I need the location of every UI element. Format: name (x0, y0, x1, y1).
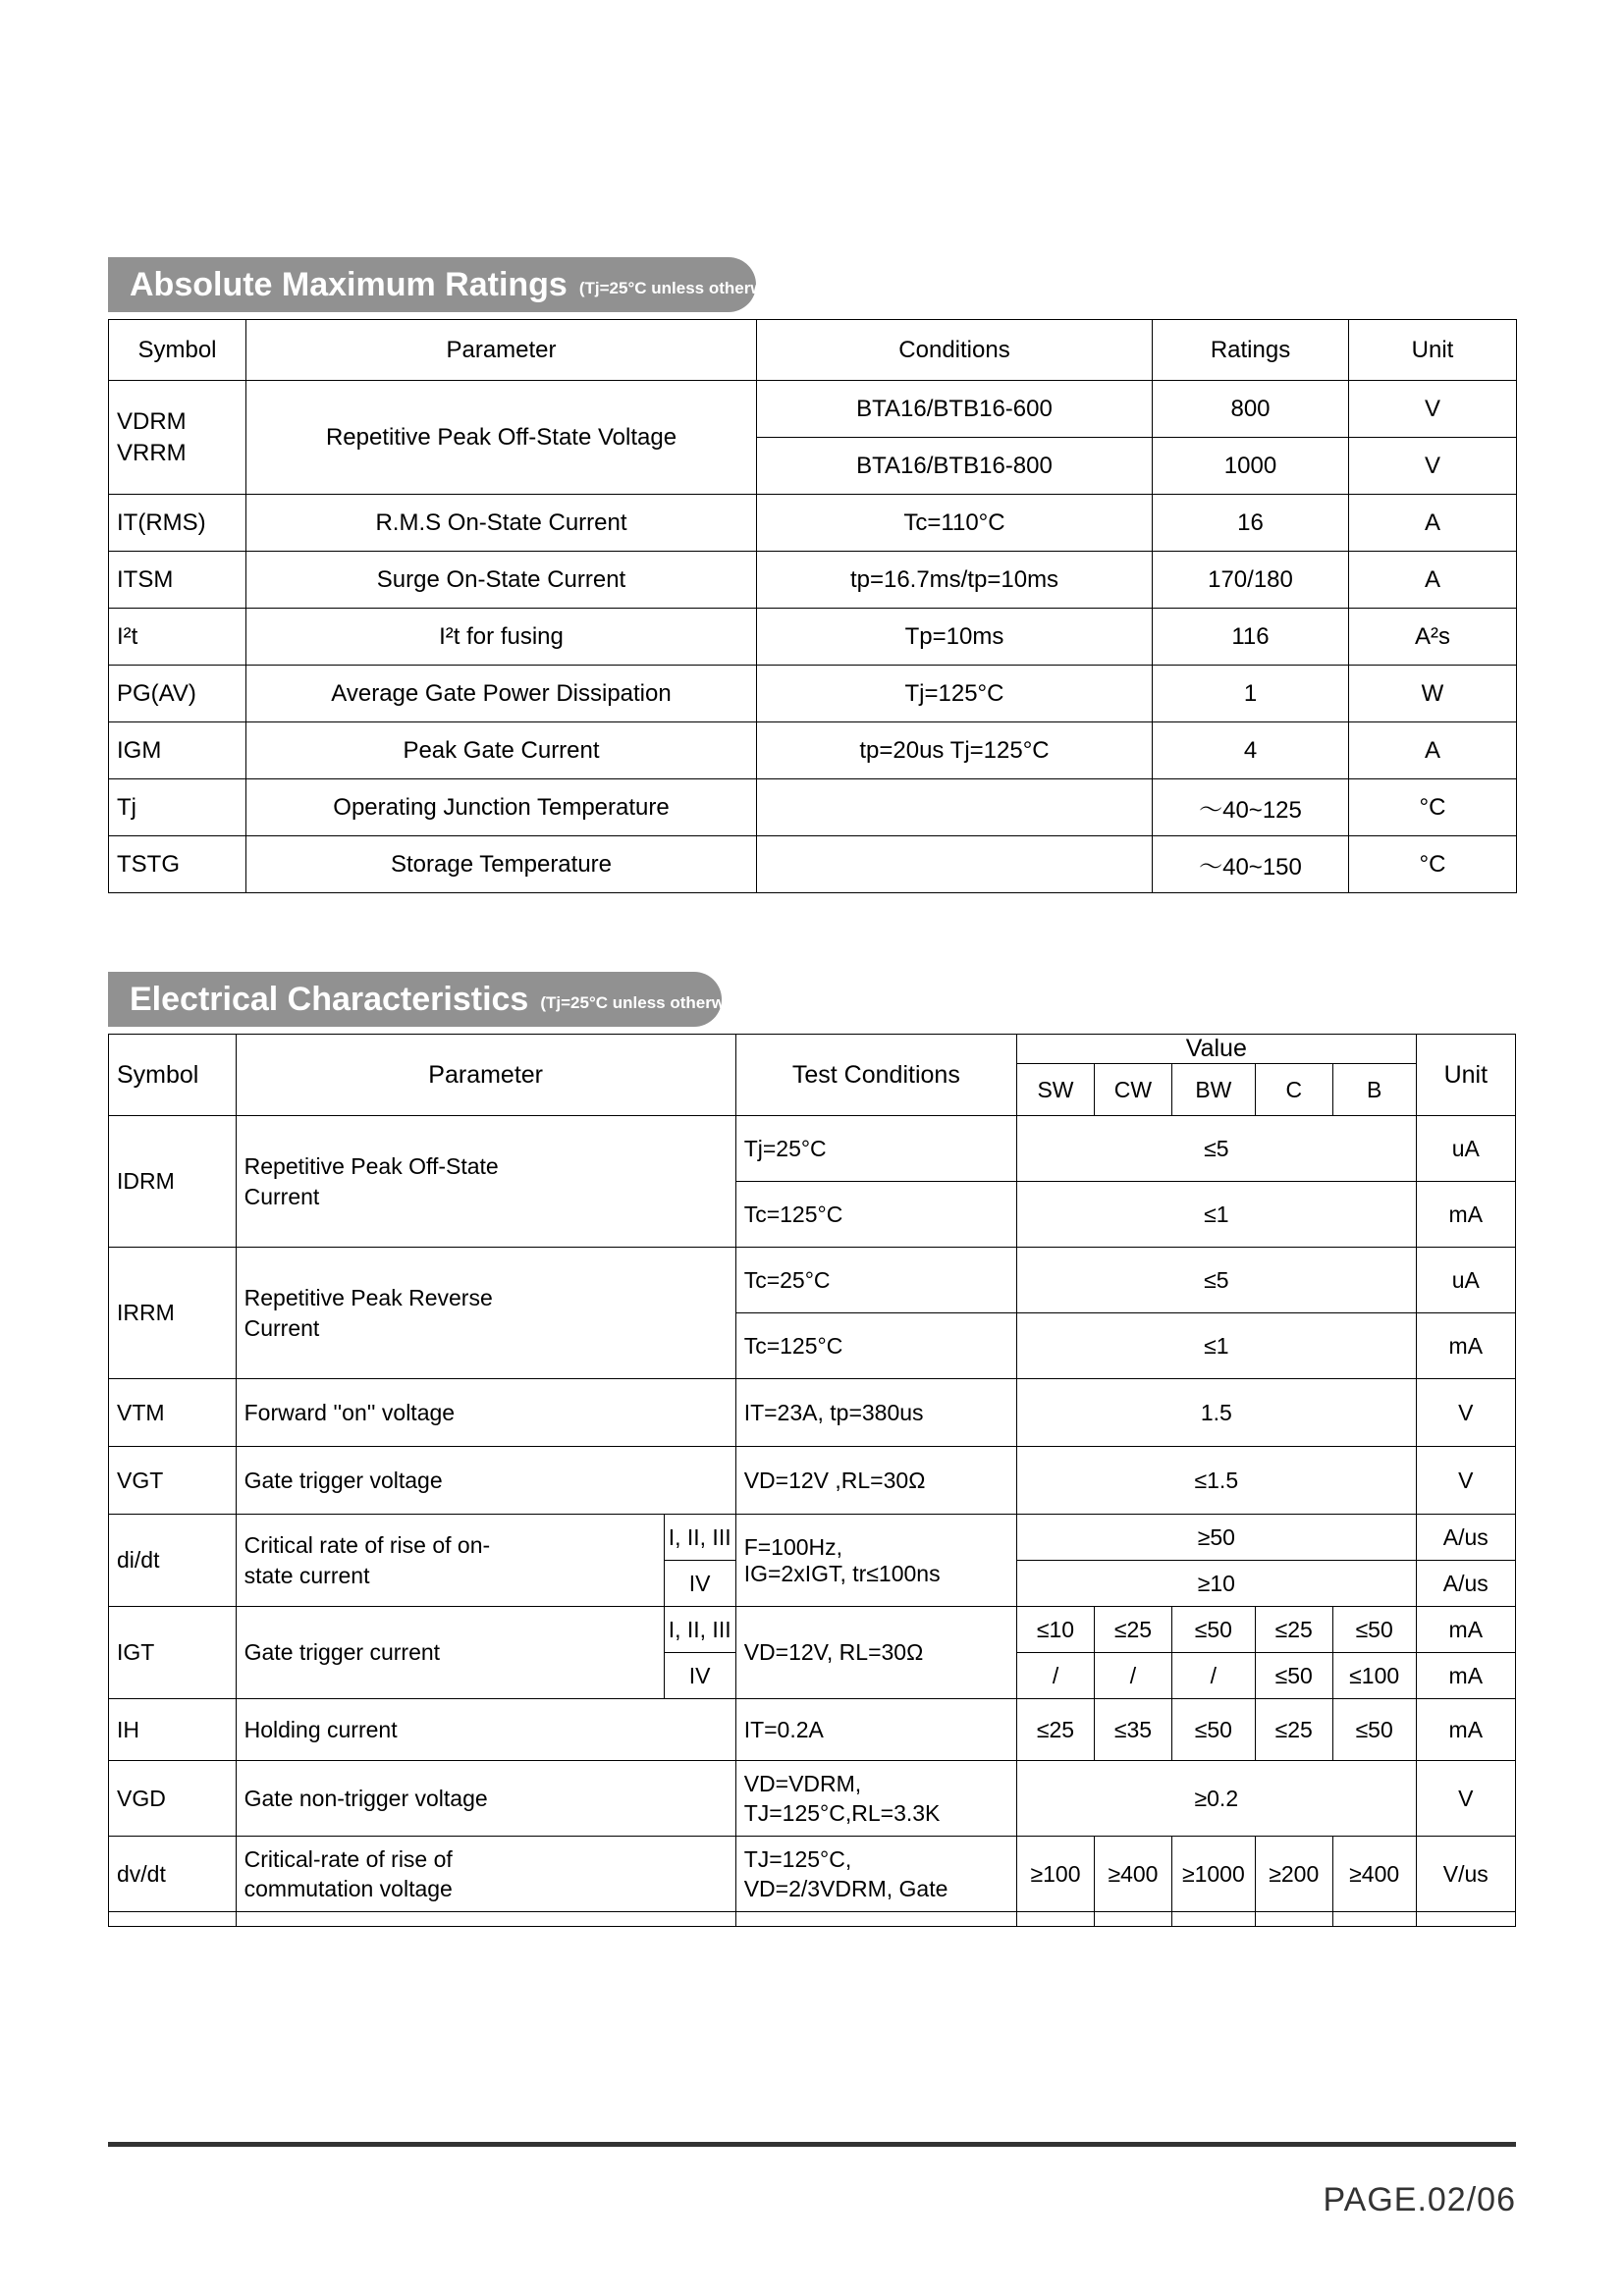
cell-value-span: ≤5 (1017, 1116, 1417, 1182)
cell-unit: A (1349, 495, 1517, 552)
section-subtitle-ratings: (Tj=25°C unless otherwise specifed) (578, 278, 865, 297)
cell-value-span: 1.5 (1017, 1379, 1417, 1447)
cell-value-bw: ≥1000 (1171, 1837, 1255, 1912)
table-row (109, 722, 1517, 779)
cell-conditions: Tj=125°C (757, 666, 1153, 722)
header-ratings: Ratings (1153, 320, 1349, 381)
table-row (109, 836, 1517, 893)
table-row-clipped (109, 1912, 1516, 1927)
cell-test-conditions: Tc=25°C (735, 1248, 1016, 1313)
cell-parameter: Operating Junction Temperature (246, 779, 757, 836)
header-value-c: C (1255, 1064, 1332, 1116)
cell-value-span: ≤1 (1017, 1313, 1417, 1379)
cell-unit: A (1349, 552, 1517, 609)
cell-parameter: Forward ''on'' voltage (236, 1379, 735, 1447)
header-symbol: Symbol (109, 1035, 237, 1116)
section-banner-electrical-characteristics (108, 972, 827, 1027)
cell-parameter (236, 1116, 735, 1248)
cell-conditions: Tp=10ms (757, 609, 1153, 666)
cell-symbol: I²t (109, 609, 246, 666)
cell-unit: mA (1416, 1313, 1515, 1379)
cell-value-cw: ≤35 (1094, 1699, 1171, 1761)
cell-parameter: Gate trigger voltage (236, 1447, 735, 1515)
cell-test-conditions: Tc=125°C (735, 1182, 1016, 1248)
cell-ratings: 1 (1153, 666, 1349, 722)
table-row (109, 381, 1517, 438)
section-title-electrical: Electrical Characteristics (130, 981, 529, 1018)
header-symbol: Symbol (109, 320, 246, 381)
header-value-cw: CW (1094, 1064, 1171, 1116)
cell-symbol: IGT (109, 1607, 237, 1699)
test-conditions-line-1: VD=VDRM, (743, 1770, 862, 1796)
cell-value-span: ≤1 (1017, 1182, 1417, 1248)
cell-value-c: ≤50 (1255, 1653, 1332, 1699)
cell-parameter: Peak Gate Current (246, 722, 757, 779)
parameter-line-2: commutation voltage (244, 1876, 453, 1901)
cell-unit: mA (1416, 1182, 1515, 1248)
cell-ratings: 116 (1153, 609, 1349, 666)
cell-value-span: ≤5 (1017, 1248, 1417, 1313)
header-value-b: B (1332, 1064, 1416, 1116)
cell-symbol: VTM (109, 1379, 237, 1447)
cell-test-conditions (735, 1837, 1016, 1912)
cell-test-conditions: Tc=125°C (735, 1313, 1016, 1379)
symbol-line-1: VDRM (117, 407, 187, 435)
table-row (109, 1379, 1516, 1447)
cell-unit: mA (1416, 1653, 1515, 1699)
cell-unit: A/us (1416, 1561, 1515, 1607)
cell-value-b: ≤100 (1332, 1653, 1416, 1699)
test-conditions-line-2: VD=2/3VDRM, Gate (743, 1876, 948, 1901)
cell-conditions: Tc=110°C (757, 495, 1153, 552)
cell-symbol: IRRM (109, 1248, 237, 1379)
cell-symbol: di/dt (109, 1515, 237, 1607)
header-parameter: Parameter (236, 1035, 735, 1116)
cell-value-span: ≥0.2 (1017, 1761, 1417, 1837)
cell-parameter (236, 1248, 735, 1379)
cell-unit: °C (1349, 779, 1517, 836)
cell-test-conditions (735, 1761, 1016, 1837)
header-value-bw: BW (1171, 1064, 1255, 1116)
cell-value-bw: ≤50 (1171, 1607, 1255, 1653)
cell-value-c: ≥200 (1255, 1837, 1332, 1912)
parameter-line-1: Repetitive Peak Off-State (244, 1153, 499, 1180)
cell-value-bw: / (1171, 1653, 1255, 1699)
table-row (109, 779, 1517, 836)
absolute-maximum-ratings-table (108, 319, 1517, 893)
cell-ratings: 170/180 (1153, 552, 1349, 609)
cell-test-conditions: VD=12V ,RL=30Ω (735, 1447, 1016, 1515)
cell-ratings: 800 (1153, 381, 1349, 438)
cell-unit: uA (1416, 1248, 1515, 1313)
cell-unit: °C (1349, 836, 1517, 893)
cell-conditions: BTA16/BTB16-800 (757, 438, 1153, 495)
cell-value-span: ≤1.5 (1017, 1447, 1417, 1515)
table-row (109, 1607, 1516, 1653)
cell-unit: uA (1416, 1116, 1515, 1182)
table-header-row-top (109, 1035, 1516, 1064)
cell-unit: V (1416, 1379, 1515, 1447)
header-unit: Unit (1416, 1035, 1515, 1116)
cell-symbol: VGD (109, 1761, 237, 1837)
cell-value-cw: ≥400 (1094, 1837, 1171, 1912)
cell-symbol: Tj (109, 779, 246, 836)
header-test-conditions: Test Conditions (735, 1035, 1016, 1116)
table-row (109, 495, 1517, 552)
cell-unit: mA (1416, 1699, 1515, 1761)
cell-symbol: IH (109, 1699, 237, 1761)
cell-parameter (236, 1837, 735, 1912)
cell-ratings: ～40~150 (1153, 836, 1349, 893)
page-number: PAGE.02/06 (1323, 2181, 1516, 2218)
cell-parameter (236, 1515, 664, 1607)
table-row (109, 1248, 1516, 1313)
parameter-line-1: Critical-rate of rise of (244, 1845, 453, 1872)
parameter-line-2: Current (244, 1314, 320, 1341)
table-header-row (109, 320, 1517, 381)
header-parameter: Parameter (246, 320, 757, 381)
test-conditions-line-1: TJ=125°C, (743, 1845, 852, 1872)
test-conditions-line-1: F=100Hz, (743, 1533, 843, 1560)
cell-value-sw: / (1017, 1653, 1095, 1699)
cell-symbol: IGM (109, 722, 246, 779)
cell-test-conditions: Tj=25°C (735, 1116, 1016, 1182)
cell-conditions (757, 836, 1153, 893)
cell-symbol: dv/dt (109, 1837, 237, 1912)
header-value-sw: SW (1017, 1064, 1095, 1116)
table-row (109, 1515, 1516, 1561)
cell-value-cw: ≤25 (1094, 1607, 1171, 1653)
cell-conditions: tp=20us Tj=125°C (757, 722, 1153, 779)
cell-conditions: tp=16.7ms/tp=10ms (757, 552, 1153, 609)
header-conditions: Conditions (757, 320, 1153, 381)
cell-parameter: Surge On-State Current (246, 552, 757, 609)
cell-value-b: ≤50 (1332, 1699, 1416, 1761)
cell-value-b: ≤50 (1332, 1607, 1416, 1653)
cell-unit: mA (1416, 1607, 1515, 1653)
cell-ratings: 16 (1153, 495, 1349, 552)
cell-test-conditions: VD=12V, RL=30Ω (735, 1607, 1016, 1699)
cell-parameter: I²t for fusing (246, 609, 757, 666)
cell-parameter: Gate trigger current (236, 1607, 664, 1699)
symbol-line-2: VRRM (117, 439, 187, 466)
cell-unit: A (1349, 722, 1517, 779)
parameter-line-2: Current (244, 1183, 320, 1209)
cell-symbol (109, 381, 246, 495)
cell-ratings: ～40~125 (1153, 779, 1349, 836)
cell-parameter: Gate non-trigger voltage (236, 1761, 735, 1837)
cell-unit: V (1416, 1761, 1515, 1837)
cell-test-conditions: IT=0.2A (735, 1699, 1016, 1761)
cell-parameter: Storage Temperature (246, 836, 757, 893)
cell-value-sw: ≤25 (1017, 1699, 1095, 1761)
parameter-line-1: Repetitive Peak Reverse (244, 1285, 493, 1311)
cell-value-bw: ≤50 (1171, 1699, 1255, 1761)
cell-conditions: BTA16/BTB16-600 (757, 381, 1153, 438)
table-row (109, 666, 1517, 722)
cell-value-c: ≤25 (1255, 1607, 1332, 1653)
cell-unit: V (1349, 438, 1517, 495)
cell-symbol: TSTG (109, 836, 246, 893)
cell-parameter: Repetitive Peak Off-State Voltage (246, 381, 757, 495)
table-row (109, 1837, 1516, 1912)
cell-test-conditions (735, 1515, 1016, 1607)
cell-symbol: VGT (109, 1447, 237, 1515)
test-conditions-line-2: IG=2xIGT, tr≤100ns (743, 1560, 941, 1586)
cell-symbol: IT(RMS) (109, 495, 246, 552)
cell-symbol: PG(AV) (109, 666, 246, 722)
cell-unit: V (1416, 1447, 1515, 1515)
table-row (109, 1699, 1516, 1761)
cell-value-span: ≥50 (1017, 1515, 1417, 1561)
cell-symbol: IDRM (109, 1116, 237, 1248)
cell-value-sw: ≤10 (1017, 1607, 1095, 1653)
cell-value-c: ≤25 (1255, 1699, 1332, 1761)
table-row (109, 609, 1517, 666)
cell-unit: W (1349, 666, 1517, 722)
table-row (109, 1447, 1516, 1515)
section-banner-absolute-maximum-ratings (108, 257, 865, 312)
cell-unit: A²s (1349, 609, 1517, 666)
cell-parameter: Average Gate Power Dissipation (246, 666, 757, 722)
cell-ratings: 1000 (1153, 438, 1349, 495)
cell-unit: A/us (1416, 1515, 1515, 1561)
cell-unit: V (1349, 381, 1517, 438)
cell-value-cw: / (1094, 1653, 1171, 1699)
cell-parameter: R.M.S On-State Current (246, 495, 757, 552)
cell-parameter: Holding current (236, 1699, 735, 1761)
header-value-group: Value (1017, 1035, 1417, 1064)
section-subtitle-electrical: (Tj=25°C unless otherwise specifed) (540, 992, 827, 1012)
cell-unit: V/us (1416, 1837, 1515, 1912)
cell-quadrant: I, II, III (664, 1607, 735, 1653)
cell-value-b: ≥400 (1332, 1837, 1416, 1912)
cell-quadrant: IV (664, 1653, 735, 1699)
cell-ratings: 4 (1153, 722, 1349, 779)
table-row (109, 1116, 1516, 1182)
footer-divider (108, 2142, 1516, 2147)
cell-quadrant: IV (664, 1561, 735, 1607)
section-title-ratings: Absolute Maximum Ratings (130, 266, 568, 303)
table-row (109, 1761, 1516, 1837)
parameter-line-2: state current (244, 1562, 370, 1588)
parameter-line-1: Critical rate of rise of on- (244, 1532, 491, 1559)
header-unit: Unit (1349, 320, 1517, 381)
electrical-characteristics-table (108, 1034, 1516, 1927)
cell-symbol: ITSM (109, 552, 246, 609)
test-conditions-line-2: TJ=125°C,RL=3.3K (743, 1800, 941, 1826)
cell-quadrant: I, II, III (664, 1515, 735, 1561)
cell-test-conditions: IT=23A, tp=380us (735, 1379, 1016, 1447)
cell-value-sw: ≥100 (1017, 1837, 1095, 1912)
table-row (109, 552, 1517, 609)
cell-value-span: ≥10 (1017, 1561, 1417, 1607)
cell-conditions (757, 779, 1153, 836)
